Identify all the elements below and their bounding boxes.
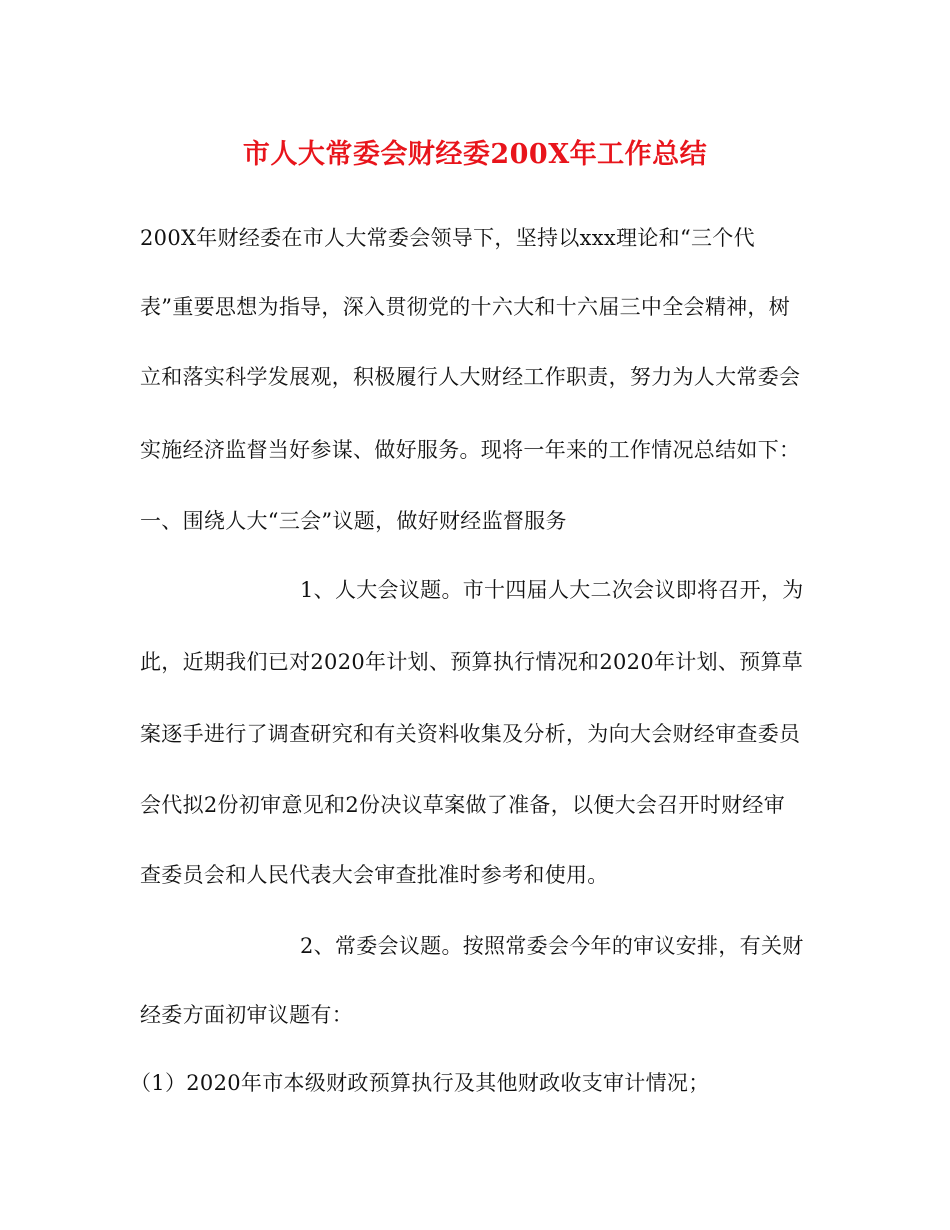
document-title: 市人大常委会财经委200X年工作总结 [242, 139, 708, 170]
list-item: （1）2020年市本级财政预算执行及其他财政收支审计情况； [130, 1071, 710, 1095]
paragraph-line: 2、常委会议题。按照常委会今年的审议安排，有关财 [300, 934, 804, 958]
section-heading: 一、围绕人大“三会”议题，做好财经监督服务 [140, 509, 567, 533]
paragraph-line: 查委员会和人民代表大会审查批准时参考和使用。 [140, 863, 609, 887]
paragraph-line: 立和落实科学发展观，积极履行人大财经工作职责，努力为人大常委会 [140, 365, 801, 389]
paragraph-line: 200X年财经委在市人大常委会领导下，坚持以xxx理论和“三个代 [140, 226, 755, 250]
paragraph-line: 表”重要思想为指导，深入贯彻党的十六大和十六届三中全会精神，树 [140, 295, 791, 319]
paragraph-line: 1、人大会议题。市十四届人大二次会议即将召开，为 [300, 578, 804, 602]
paragraph-line: 案逐手进行了调查研究和有关资料收集及分析，为向大会财经审查委员 [140, 722, 801, 746]
paragraph-line: 实施经济监督当好参谋、做好服务。现将一年来的工作情况总结如下： [140, 438, 801, 462]
paragraph-line: 会代拟2份初审意见和2份决议草案做了准备，以便大会召开时财经审 [140, 793, 786, 817]
paragraph-line: 经委方面初审议题有： [140, 1003, 353, 1027]
paragraph-line: 此，近期我们已对2020年计划、预算执行情况和2020年计划、预算草 [140, 650, 804, 674]
